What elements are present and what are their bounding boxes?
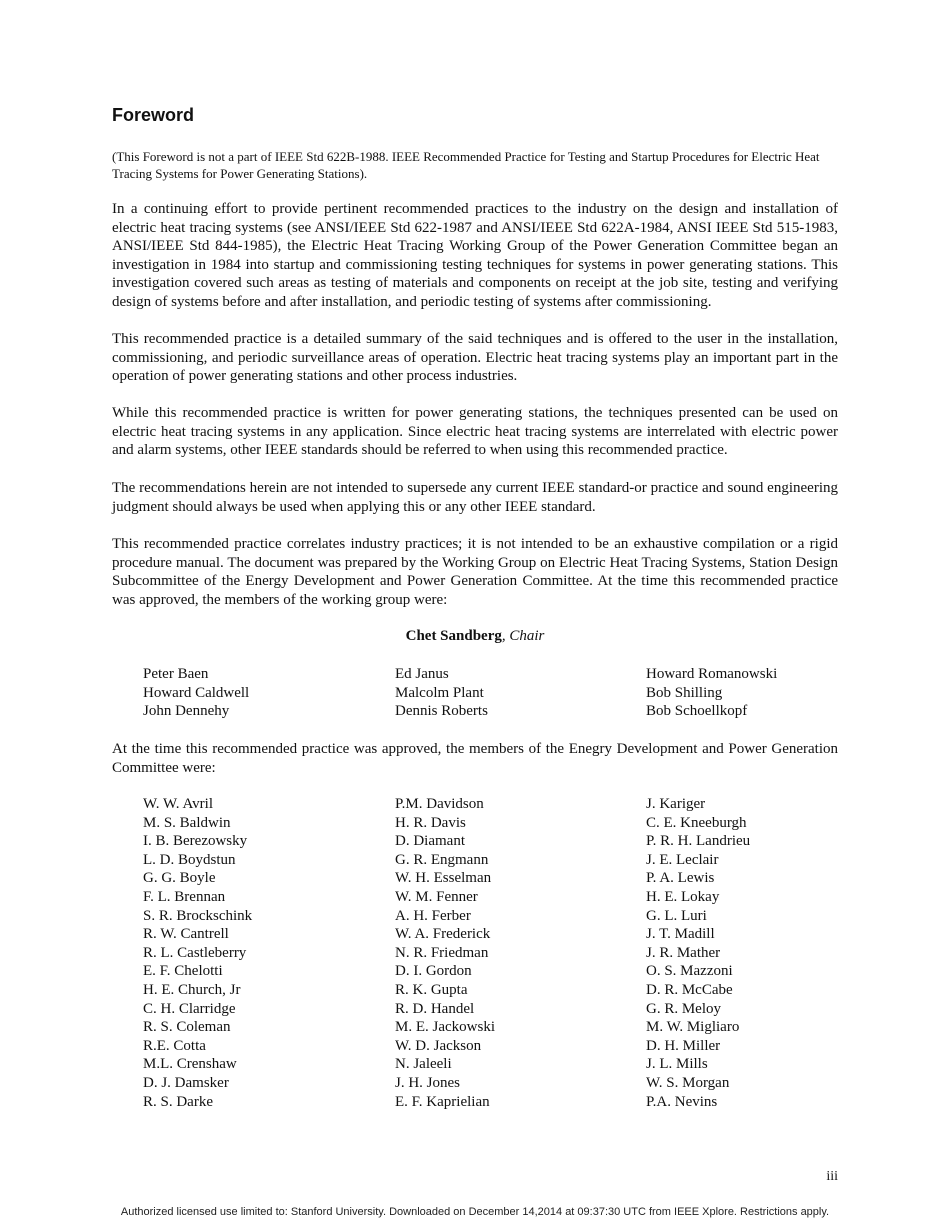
member-name: W. D. Jackson: [395, 1037, 482, 1054]
paragraph-recommendations: The recommendations herein are not intended to supersede any current IEEE standard-or practice and sound engineering judgment should always be used when applying this or any other IEEE standard.: [112, 480, 838, 515]
member-name: G. G. Boyle: [143, 870, 216, 887]
member-name: J. E. Leclair: [646, 851, 719, 868]
member-name: G. R. Meloy: [646, 1000, 721, 1017]
member-name: H. R. Davis: [395, 814, 466, 831]
member-name: M.L. Crenshaw: [143, 1056, 237, 1073]
member-name: R. S. Coleman: [143, 1019, 231, 1036]
working-group-chair: [112, 627, 838, 646]
member-name: W. A. Frederick: [395, 926, 491, 943]
member-name: John Dennehy: [143, 703, 230, 720]
committee-column-3: [646, 795, 750, 1111]
member-name: R.E. Cotta: [143, 1037, 206, 1054]
working-group-column-2: [395, 665, 488, 721]
working-group-column-3: [646, 665, 777, 721]
member-name: P.M. Davidson: [395, 796, 484, 812]
member-name: Bob Shilling: [646, 684, 723, 701]
member-name: R. K. Gupta: [395, 981, 468, 998]
committee-column-1: [143, 795, 252, 1111]
member-name: W. S. Morgan: [646, 1074, 730, 1091]
paragraph-application: While this recommended practice is written for power generating stations, the techniques presented can be used on electric heat tracing systems in any application. Since electric heat tracing systems are interrelated with electric power and alarm systems, other IEEE standards should be referred to when using this recommended practice.: [112, 405, 838, 459]
member-name: Howard Caldwell: [143, 684, 250, 701]
member-name: A. H. Ferber: [395, 907, 471, 924]
member-name: D. R. McCabe: [646, 981, 733, 998]
member-name: Malcolm Plant: [395, 684, 484, 701]
license-footer: Authorized licensed use limited to: Stanford University. Downloaded on December 14,2014 at 09:37:30 UTC from IEEE Xplore. Restrictions apply.: [120, 1206, 830, 1218]
member-name: D. J. Damsker: [143, 1074, 229, 1091]
page-title: Foreword: [112, 105, 195, 125]
member-name: J. L. Mills: [646, 1056, 708, 1073]
member-name: E. F. Kaprielian: [395, 1093, 490, 1110]
member-name: J. R. Mather: [646, 944, 721, 961]
member-name: Howard Romanowski: [646, 666, 778, 682]
paragraph-working-group: This recommended practice correlates industry practices; it is not intended to be an exhaustive compilation or a rigid procedure manual. The document was prepared by the Working Group on Electric Heat Tracing Systems, Station Design Subcommittee of the Energy Development and Power Generation Committee. At the time this recommended practice was approved, the members of the working group were:: [112, 536, 838, 608]
member-name: Peter Baen: [143, 666, 209, 682]
member-name: R. D. Handel: [395, 1000, 475, 1017]
member-name: Bob Schoellkopf: [646, 703, 748, 720]
member-name: D. Diamant: [395, 833, 465, 850]
foreword-note: (This Foreword is not a part of IEEE Std 622B-1988. IEEE Recommended Practice for Testing and Startup Procedures for Electric Heat Tracing Systems for Power Generating Stations).: [112, 149, 820, 181]
member-name: R. S. Darke: [143, 1093, 213, 1110]
member-name: M. S. Baldwin: [143, 814, 231, 831]
member-name: C. H. Clarridge: [143, 1000, 236, 1017]
chair-role: , Chair: [501, 628, 545, 644]
member-name: P. R. H. Landrieu: [646, 833, 751, 850]
paragraph-summary: This recommended practice is a detailed summary of the said techniques and is offered to the user in the installation, commissioning, and periodic surveillance areas of operation. Electric heat tracing systems play an important part in the operation of power generating stations and other process industries.: [112, 331, 838, 385]
member-name: N. R. Friedman: [395, 944, 489, 961]
member-name: R. W. Cantrell: [143, 926, 229, 943]
member-name: W. M. Fenner: [395, 888, 478, 905]
member-name: Ed Janus: [395, 666, 449, 682]
member-name: J. T. Madill: [646, 926, 715, 943]
member-name: J. Kariger: [646, 796, 706, 812]
working-group-column-1: [143, 665, 249, 721]
page-number: iii: [826, 1169, 838, 1184]
member-name: H. E. Church, Jr: [143, 981, 241, 998]
paragraph-intro: In a continuing effort to provide pertinent recommended practices to the industry on the design and installation of electric heat tracing systems (see ANSI/IEEE Std 622-1987 and ANSI/IEEE Std 622A-1984, ANSI IEEE Std 515-1983, ANSI/IEEE Std 844-1985), the Electric Heat Tracing Working Group of the Power Generation Committee began an investigation in 1984 into startup and commissioning testing techniques for systems in power generating stations. This investigation covered such areas as testing of materials and components on receipt at the job site, testing and verifying design of systems before and after installation, and periodic testing of systems after commissioning.: [112, 201, 838, 310]
member-name: S. R. Brockschink: [143, 907, 253, 924]
member-name: W. W. Avril: [143, 796, 214, 812]
member-name: P. A. Lewis: [646, 870, 715, 887]
member-name: R. L. Castleberry: [143, 944, 247, 961]
member-name: D. I. Gordon: [395, 963, 472, 980]
member-name: Dennis Roberts: [395, 703, 488, 720]
member-name: G. R. Engmann: [395, 851, 489, 868]
committee-column-2: [395, 795, 495, 1111]
member-name: N. Jaleeli: [395, 1056, 452, 1073]
member-name: W. H. Esselman: [395, 870, 492, 887]
member-name: H. E. Lokay: [646, 888, 720, 905]
member-name: O. S. Mazzoni: [646, 963, 733, 980]
member-name: M. W. Migliaro: [646, 1019, 740, 1036]
member-name: D. H. Miller: [646, 1037, 721, 1054]
member-name: P.A. Nevins: [646, 1093, 718, 1110]
member-name: L. D. Boydstun: [143, 851, 236, 868]
member-name: M. E. Jackowski: [395, 1019, 495, 1036]
member-name: E. F. Chelotti: [143, 963, 223, 980]
member-name: G. L. Luri: [646, 907, 707, 924]
member-name: J. H. Jones: [395, 1074, 461, 1091]
paragraph-committee: At the time this recommended practice was approved, the members of the Enegry Development and Power Generation Committee were:: [112, 741, 838, 776]
member-name: F. L. Brennan: [143, 888, 226, 905]
chair-name: Chet Sandberg: [405, 628, 502, 644]
member-name: C. E. Kneeburgh: [646, 814, 747, 831]
member-name: I. B. Berezowsky: [143, 833, 248, 850]
